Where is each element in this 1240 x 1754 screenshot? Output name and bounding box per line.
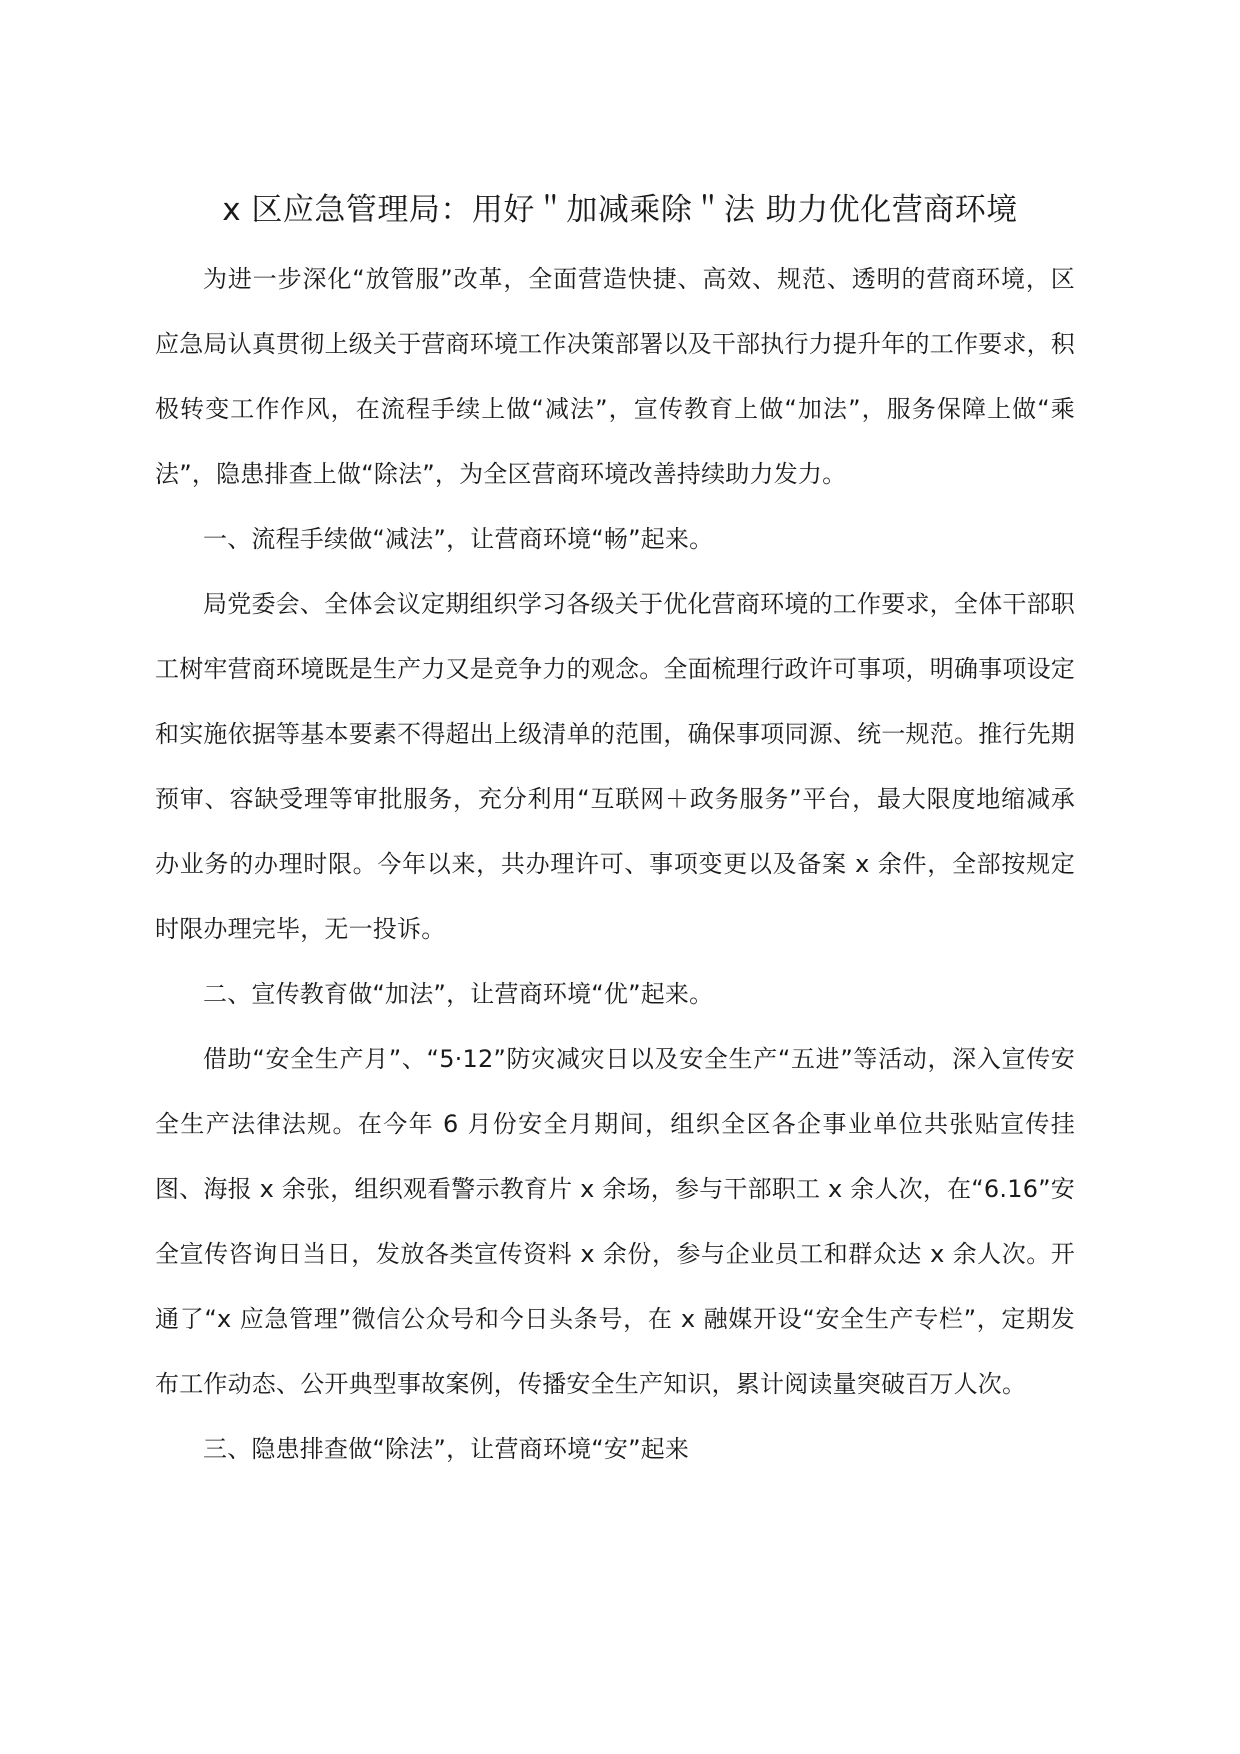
section-heading-2: 二、宣传教育做“加法”，让营商环境“优”起来。 <box>203 980 714 1008</box>
section-heading-1: 一、流程手续做“减法”，让营商环境“畅”起来。 <box>203 525 714 553</box>
section-heading-3: 三、隐患排查做“除法”，让营商环境“安”起来 <box>203 1435 690 1463</box>
document-body <box>155 247 1075 1482</box>
paragraph-intro: 为进一步深化“放管服”改革，全面营造快捷、高效、规范、透明的营商环境，区应急局认真贯彻上级关于营商环境工作决策部署以及干部执行力提升年的工作要求，积极转变工作作风，在流程手续上做“减法”，宣传教育上做“加法”，服务保障上做“乘法”，隐患排查上做“除法”，为全区营商环境改善持续助力发力。 <box>155 265 1075 488</box>
paragraph-section-1: 局党委会、全体会议定期组织学习各级关于优化营商环境的工作要求，全体干部职工树牢营商环境既是生产力又是竞争力的观念。全面梳理行政许可事项，明确事项设定和实施依据等基本要素不得超出上级清单的范围，确保事项同源、统一规范。推行先期预审、容缺受理等审批服务，充分利用“互联网＋政务服务”平台，最大限度地缩减承办业务的办理时限。今年以来，共办理许可、事项变更以及备案 x 余件，全部按规定时限办理完毕，无一投诉。 <box>155 590 1075 943</box>
document-title: x 区应急管理局：用好＂加减乘除＂法 助力优化营商环境 <box>222 192 1018 228</box>
paragraph-section-2: 借助“安全生产月”、“5·12”防灾减灾日以及安全生产“五进”等活动，深入宣传安全生产法律法规。在今年 6 月份安全月期间，组织全区各企事业单位共张贴宣传挂图、海报 x 余张，组织观看警示教育片 x 余场，参与干部职工 x 余人次，在“6.16”安全宣传咨询日当日，发放各类宣传资料 x 余份，参与企业员工和群众达 x 余人次。开通了“x 应急管理”微信公众号和今日头条号，在 x 融媒开设“安全生产专栏”，定期发布工作动态、公开典型事故案例，传播安全生产知识，累计阅读量突破百万人次。 <box>155 1045 1075 1398</box>
